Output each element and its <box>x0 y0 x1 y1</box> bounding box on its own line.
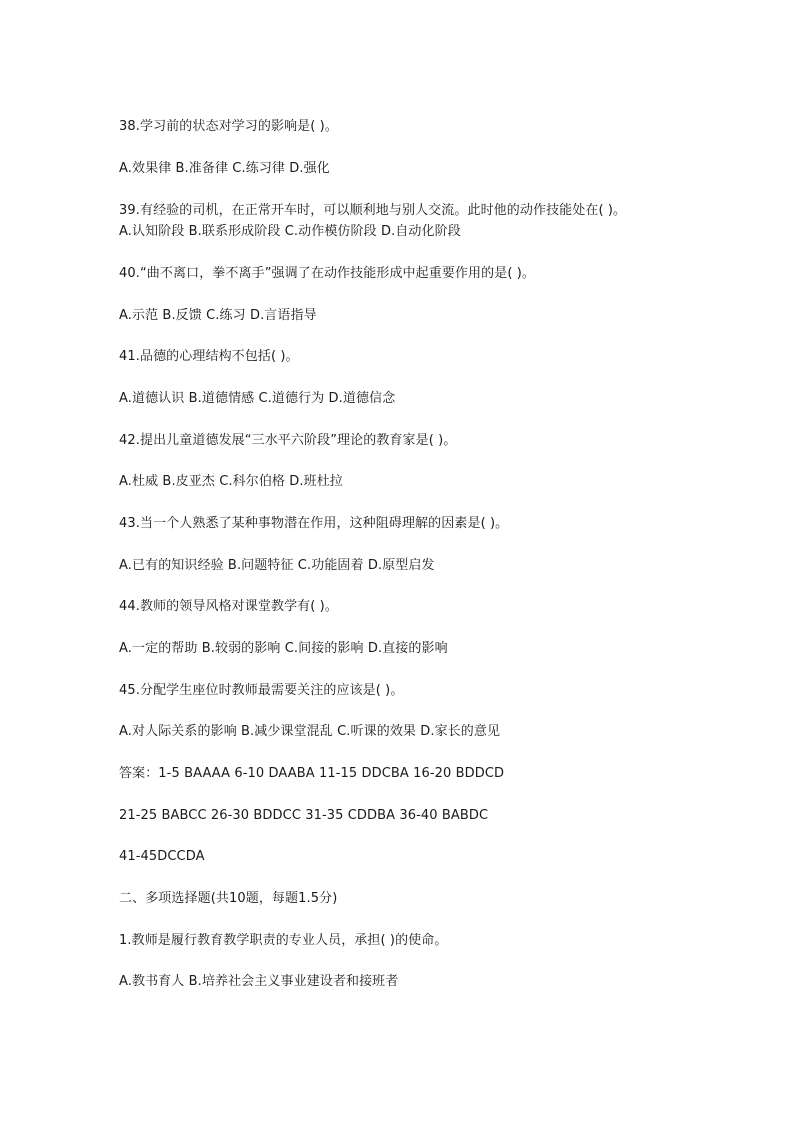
question-40-options: A.示范 B.反馈 C.练习 D.言语指导 <box>119 308 317 323</box>
answer-key-line-2: 21-25 BABCC 26-30 BDDCC 31-35 CDDBA 36-40 BABDC <box>119 808 489 823</box>
question-38-options: A.效果律 B.准备律 C.练习律 D.强化 <box>119 161 330 176</box>
answer-key-line-1: 答案：1-5 BAAAA 6-10 DAABA 11-15 DDCBA 16-20 BDDCD <box>119 766 505 781</box>
question-41-options: A.道德认识 B.道德情感 C.道德行为 D.道德信念 <box>119 391 396 406</box>
question-43: 43.当一个人熟悉了某种事物潜在作用，这种阻碍理解的因素是( )。 <box>119 516 509 531</box>
question-43-options: A.已有的知识经验 B.问题特征 C.功能固着 D.原型启发 <box>119 558 435 573</box>
question-41: 41.品德的心理结构不包括( )。 <box>119 349 299 364</box>
question-44-options: A.一定的帮助 B.较弱的影响 C.间接的影响 D.直接的影响 <box>119 641 448 656</box>
multi-question-1-options: A.教书育人 B.培养社会主义事业建设者和接班者 <box>119 974 399 989</box>
question-42-options: A.杜威 B.皮亚杰 C.科尔伯格 D.班杜拉 <box>119 474 343 489</box>
question-38: 38.学习前的状态对学习的影响是( )。 <box>119 119 338 134</box>
question-40: 40.“曲不离口，拳不离手”强调了在动作技能形成中起重要作用的是( )。 <box>119 266 536 281</box>
question-45-options: A.对人际关系的影响 B.减少课堂混乱 C.听课的效果 D.家长的意见 <box>119 724 501 739</box>
question-39: 39.有经验的司机，在正常开车时，可以顺利地与别人交流。此时他的动作技能处在( )。 <box>119 203 627 218</box>
question-42: 42.提出儿童道德发展“三水平六阶段”理论的教育家是( )。 <box>119 433 457 448</box>
question-45: 45.分配学生座位时教师最需要关注的应该是( )。 <box>119 683 404 698</box>
multi-question-1: 1.教师是履行教育教学职责的专业人员，承担( )的使命。 <box>119 933 448 948</box>
question-39-options: A.认知阶段 B.联系形成阶段 C.动作模仿阶段 D.自动化阶段 <box>119 224 461 239</box>
answer-key-line-3: 41-45DCCDA <box>119 849 205 864</box>
section-heading-multiple-choice: 二、多项选择题(共10题，每题1.5分) <box>119 891 338 906</box>
question-44: 44.教师的领导风格对课堂教学有( )。 <box>119 599 338 614</box>
